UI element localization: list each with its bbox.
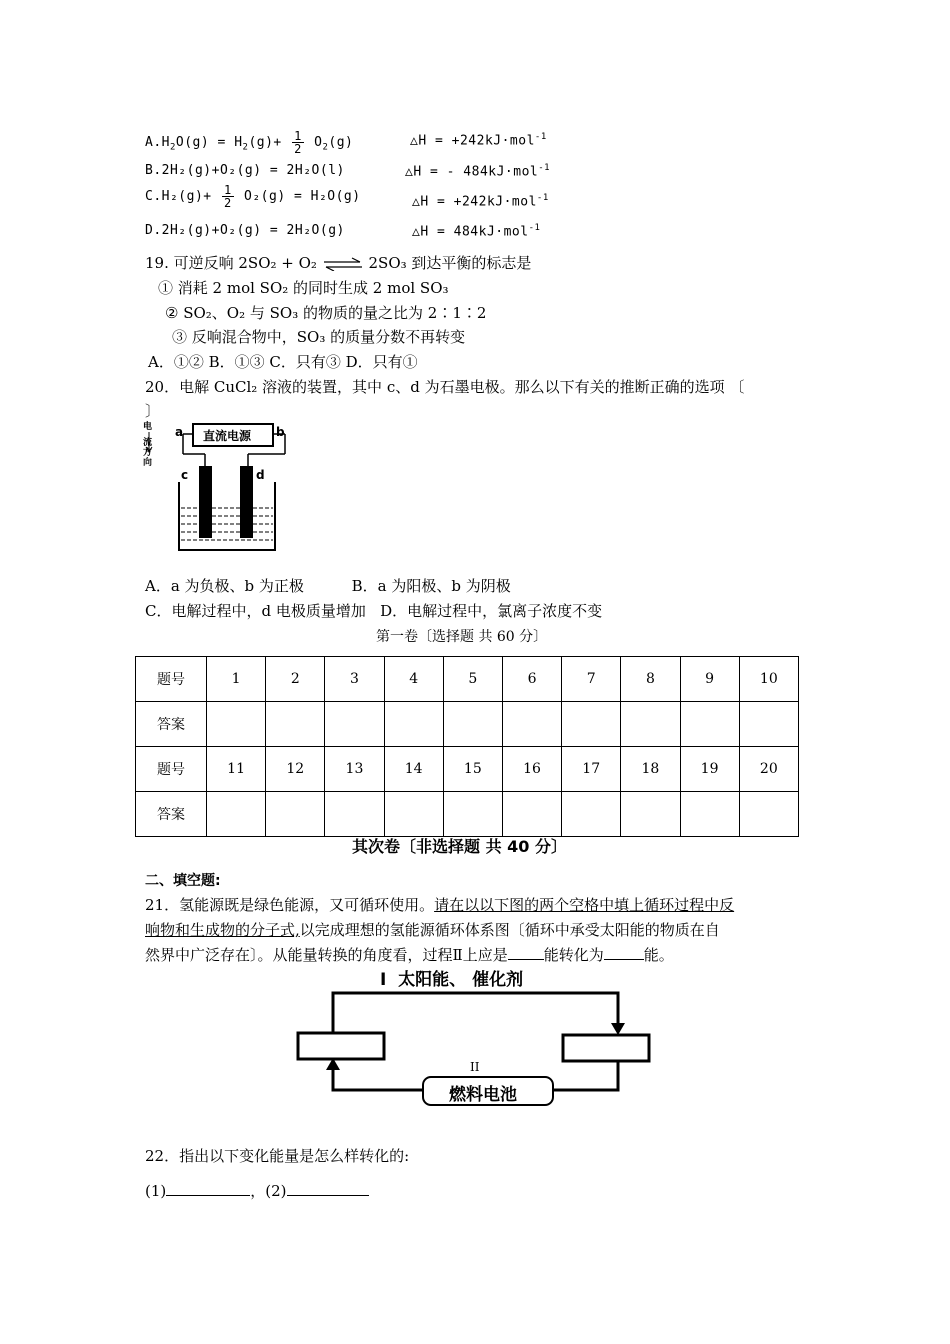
answer-cell[interactable] <box>739 792 798 837</box>
q21-line3: 然界中广泛存在〕。从能量转换的角度看，过程Ⅱ上应是 能转化为 能。 <box>145 946 674 964</box>
answer-cell[interactable] <box>266 702 325 747</box>
q18-a-dh: △H = +242kJ·mol$^{-1}$ <box>410 132 547 149</box>
left-blank-box[interactable] <box>298 1033 384 1059</box>
q21-blank-1[interactable] <box>508 945 544 960</box>
answer-cell[interactable] <box>384 792 443 837</box>
answer-cell[interactable] <box>562 792 621 837</box>
q18-b-dh: △H = - 484kJ·mol$^{-1}$ <box>405 163 551 180</box>
table-cell: 11 <box>207 747 266 792</box>
hydrogen-cycle-figure <box>295 965 655 1115</box>
table-cell: 8 <box>621 657 680 702</box>
table-row <box>136 657 799 702</box>
table-cell: 12 <box>266 747 325 792</box>
q20-stem-line2: 〕 <box>145 402 161 420</box>
q18-option-b: B.2H₂(g)+O₂(g) = 2H₂O(l) <box>145 163 345 178</box>
q18-c-fraction: $\frac{1}{2}$ <box>223 183 232 210</box>
answer-cell[interactable] <box>384 702 443 747</box>
q21-blank-2[interactable] <box>604 945 644 960</box>
part2-heading: 二、填空题: <box>145 873 221 889</box>
q18-a-eq1: H <box>161 135 170 150</box>
table-cell: 10 <box>739 657 798 702</box>
table-cell: 14 <box>384 747 443 792</box>
table-cell: 3 <box>325 657 384 702</box>
q18-option-a: $A.H_2O(g) = H_2(g)+$ $\frac{1}{2}$ $O_2(g)$ <box>145 129 354 156</box>
electrolysis-figure <box>143 422 288 557</box>
q19-options: A．①② B．①③ C．只有③ D．只有① <box>148 353 418 371</box>
answer-cell[interactable] <box>562 702 621 747</box>
table-cell: 13 <box>325 747 384 792</box>
q19-stem: 19. 可逆反响 2SO₂ + O₂ 2SO₃ 到达平衡的标志是 <box>145 254 532 272</box>
q21-line2: 响物和生成物的分子式,以完成理想的氢能源循环体系图〔循环中承受太阳能的物质在自 <box>145 921 720 939</box>
table-row <box>136 702 799 747</box>
arrow-down-icon <box>611 1023 625 1035</box>
q18-a-prefix: A. <box>145 135 162 150</box>
q21-line1: 21．氢能源既是绿色能源，又可循环使用。请在以以下图的两个空格中填上循环过程中反 <box>145 896 735 914</box>
answer-cell[interactable] <box>739 702 798 747</box>
fuel-cell-label: 燃料电池 <box>449 1085 517 1105</box>
answer-cell[interactable] <box>680 792 739 837</box>
table-cell: 6 <box>502 657 561 702</box>
q22-blank-1[interactable] <box>166 1181 250 1196</box>
answer-cell[interactable] <box>621 792 680 837</box>
answer-cell[interactable] <box>502 702 561 747</box>
table-cell: 18 <box>621 747 680 792</box>
table-cell: 7 <box>562 657 621 702</box>
current-direction-label: 电 流 方 向 <box>143 422 153 468</box>
q18-a-eq3: (g)+ <box>248 135 282 150</box>
table-cell: 题号 <box>136 747 207 792</box>
q19-item-3: ③ 反响混合物中，SO₃ 的质量分数不再转变 <box>172 328 466 346</box>
answer-cell[interactable] <box>207 792 266 837</box>
q18-option-c: C.H₂(g)+ $\frac{1}{2}$ O₂(g) = H₂O(g) <box>145 183 361 210</box>
cycle-top-label: I 太阳能、 催化剂 <box>380 970 524 990</box>
right-blank-box[interactable] <box>563 1035 649 1061</box>
electrode-c-label: c <box>181 468 189 482</box>
table-row <box>136 792 799 837</box>
table-cell: 1 <box>207 657 266 702</box>
q20-options-ab: A．a 为负极、b 为正极 B．a 为阳极、b 为阴极 <box>145 577 511 595</box>
equilibrium-arrow-icon <box>322 257 364 271</box>
table-cell: 17 <box>562 747 621 792</box>
q18-a-eq2: O(g) = H <box>175 135 243 150</box>
electrode-c <box>199 466 212 538</box>
q20-stem-line1: 20．电解 CuCl₂ 溶液的装置，其中 c、d 为石墨电极。那么以下有关的推断正确的选项 〔 <box>145 378 745 396</box>
q18-a-eq4: O <box>314 135 323 150</box>
cycle-process-ii-label: II <box>470 1060 480 1074</box>
answer-cell[interactable] <box>325 702 384 747</box>
table-cell: 16 <box>502 747 561 792</box>
section1-title: 第一卷〔选择题 共 60 分〕 <box>376 629 548 645</box>
q19-item-2: ② SO₂、O₂ 与 SO₃ 的物质的量之比为 2∶1∶2 <box>165 304 487 322</box>
answer-table <box>135 656 799 837</box>
electrode-d <box>240 466 253 538</box>
answer-cell[interactable] <box>502 792 561 837</box>
q18-option-d: D.2H₂(g)+O₂(g) = 2H₂O(g) <box>145 223 345 238</box>
q19-item-1: ① 消耗 2 mol SO₂ 的同时生成 2 mol SO₃ <box>158 279 449 297</box>
q22-blank-2[interactable] <box>287 1181 369 1196</box>
table-cell: 20 <box>739 747 798 792</box>
power-source-label: 直流电源 <box>203 429 252 443</box>
answer-cell[interactable] <box>443 702 502 747</box>
table-row <box>136 747 799 792</box>
q18-a-eq5: (g) <box>328 135 354 150</box>
q18-d-dh: △H = 484kJ·mol$^{-1}$ <box>412 223 541 240</box>
table-cell: 题号 <box>136 657 207 702</box>
answer-cell[interactable] <box>680 702 739 747</box>
section2-title: 其次卷〔非选择题 共 40 分〕 <box>352 837 567 856</box>
answer-cell[interactable] <box>325 792 384 837</box>
q22-answers: (1) ，(2) <box>145 1180 369 1201</box>
answer-cell[interactable] <box>443 792 502 837</box>
terminal-a-label: a <box>175 425 184 439</box>
table-cell: 2 <box>266 657 325 702</box>
answer-cell[interactable] <box>207 702 266 747</box>
table-cell: 答案 <box>136 702 207 747</box>
q20-options-cd: C．电解过程中，d 电极质量增加 D．电解过程中，氯离子浓度不变 <box>145 602 603 620</box>
table-cell: 4 <box>384 657 443 702</box>
table-cell: 9 <box>680 657 739 702</box>
table-cell: 15 <box>443 747 502 792</box>
table-cell: 19 <box>680 747 739 792</box>
q18-a-fraction: $\frac{1}{2}$ <box>294 129 302 156</box>
q22-stem: 22．指出以下变化能量是怎么样转化的: <box>145 1147 410 1165</box>
table-cell: 5 <box>443 657 502 702</box>
electrode-d-label: d <box>256 468 265 482</box>
answer-cell[interactable] <box>266 792 325 837</box>
table-cell: 答案 <box>136 792 207 837</box>
terminal-b-label: b <box>276 425 285 439</box>
q18-c-dh: △H = +242kJ·mol$^{-1}$ <box>412 193 549 210</box>
answer-cell[interactable] <box>621 702 680 747</box>
